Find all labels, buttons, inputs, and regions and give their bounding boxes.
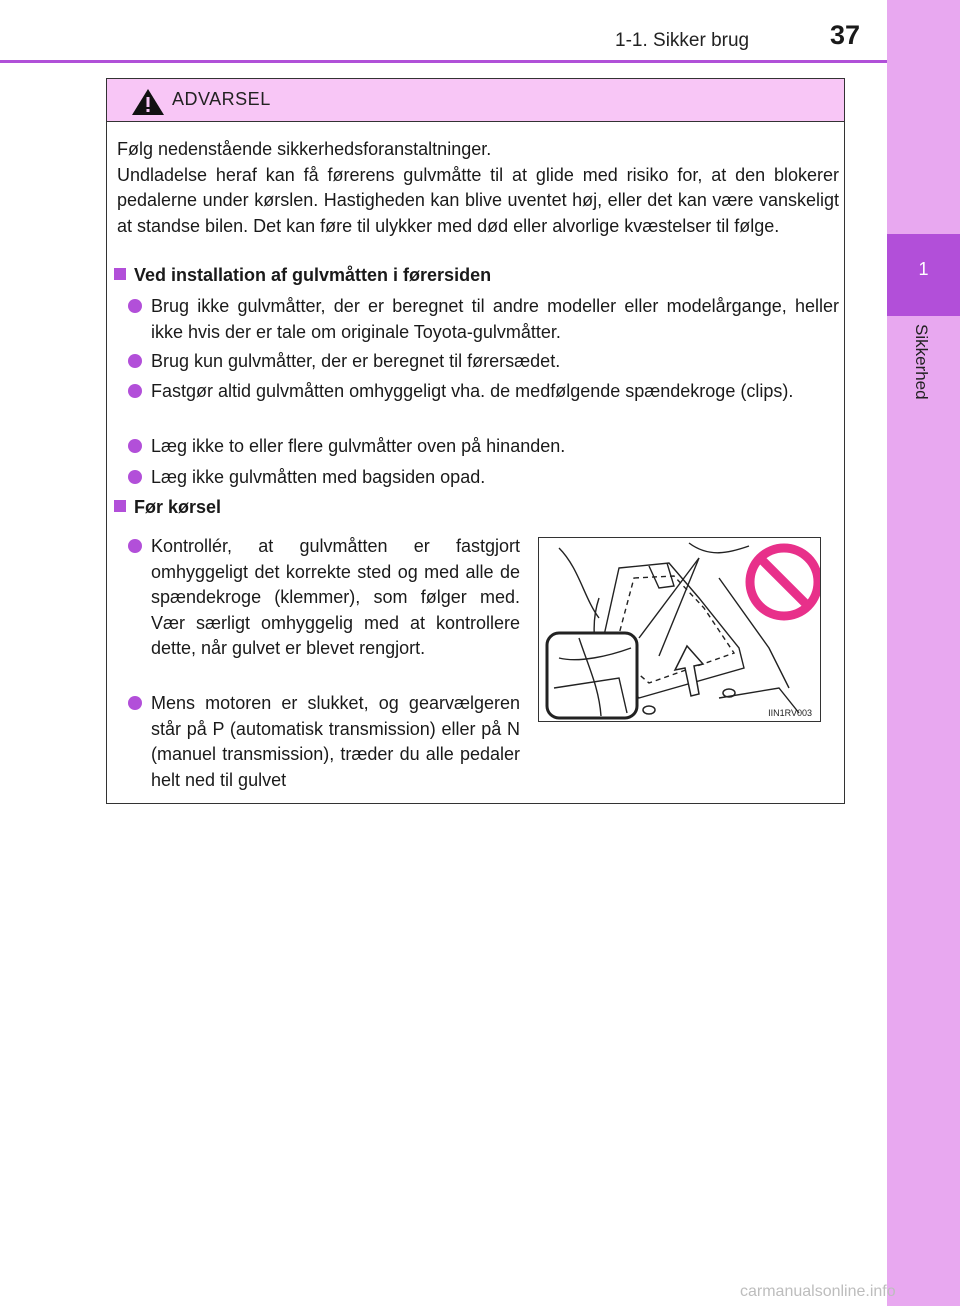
section-title: 1-1. Sikker brug	[615, 30, 750, 51]
section-heading-installation: Ved installation af gulvmåtten i førersiden	[114, 265, 491, 286]
figure-caption: IIN1RV003	[768, 708, 812, 718]
warning-triangle-icon	[131, 88, 165, 116]
header-divider	[0, 60, 887, 63]
bullet-dot-icon	[128, 696, 142, 710]
bullet-dot-icon	[128, 539, 142, 553]
bullet-item: Fastgør altid gulvmåtten omhyggeligt vha. de medfølgende spændekroge (clips).	[127, 379, 839, 405]
watermark: carmanualsonline.info	[740, 1283, 896, 1300]
warning-title: ADVARSEL	[172, 89, 271, 109]
bullet-dot-icon	[128, 384, 142, 398]
bullet-item: Brug ikke gulvmåtter, der er beregnet til andre modeller eller modelårgange, heller ikke hvis der er tale om originale Toyota-gulvmåtter.	[127, 294, 839, 345]
chapter-side-tab[interactable]	[887, 0, 960, 1306]
bullet-dot-icon	[128, 470, 142, 484]
warning-box	[106, 78, 845, 804]
section-heading-before-driving: Før kørsel	[114, 497, 221, 518]
bullet-dot-icon	[128, 354, 142, 368]
page-number: 37	[830, 20, 861, 50]
bullet-dot-icon	[128, 439, 142, 453]
chapter-number: 1	[918, 259, 929, 279]
floor-mat-drawing	[539, 538, 821, 722]
warning-header	[107, 79, 844, 122]
bullet-item: Læg ikke gulvmåtten med bagsiden opad.	[127, 465, 839, 491]
bullet-item: Mens motoren er slukket, og gearvælgeren står på P (automatisk transmission) eller på N (manuel transmission), træder du alle pedaler helt ned til gulvet	[127, 691, 520, 793]
section-marker-icon	[114, 268, 126, 280]
bullet-item: Kontrollér, at gulvmåtten er fastgjort omhyggeligt det korrekte sted og med alle de spændekroge (klemmer), som følger med. Vær særligt omhyggelig med at kontrollere dette, når gulvet er blevet rengjort.	[127, 534, 520, 662]
warning-intro: Følg nedenstående sikkerhedsforanstaltninger. Undladelse heraf kan få førerens gulvmåtte til at glide med risiko for, at den blokerer pedalerne under kørslen. Hastigheden kan blive uventet høj, eller det kan være vanskeligt at standse bilen. Det kan føre til ulykker med død eller alvorlige kvæstelser til følge.	[117, 139, 839, 236]
bullet-item: Brug kun gulvmåtter, der er beregnet til førersædet.	[127, 349, 839, 375]
section-marker-icon	[114, 500, 126, 512]
bullet-dot-icon	[128, 299, 142, 313]
prohibition-icon	[750, 548, 818, 616]
floor-mat-illustration	[538, 537, 821, 722]
bullet-item: Læg ikke to eller flere gulvmåtter oven på hinanden.	[127, 434, 839, 460]
chapter-label: Sikkerhed	[912, 324, 931, 400]
